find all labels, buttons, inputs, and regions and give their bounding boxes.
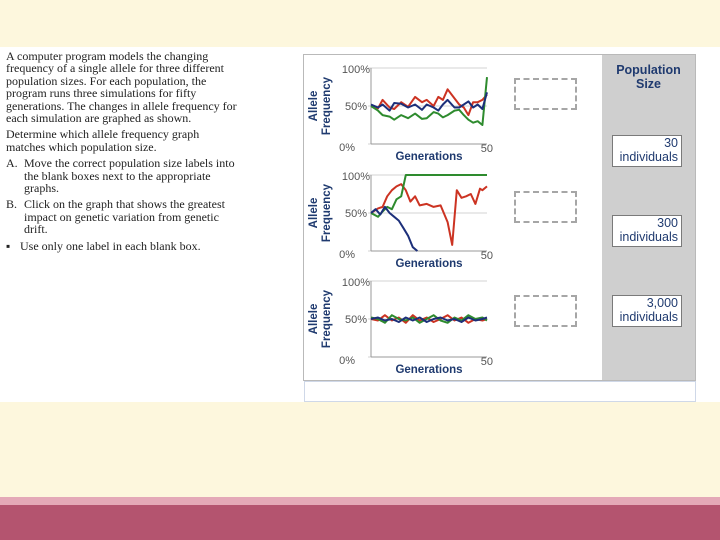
- label-30-individuals[interactable]: [612, 135, 682, 167]
- graph-3-tick-0: 0%: [339, 355, 355, 367]
- population-title-line1: Population: [616, 63, 681, 77]
- graph-2[interactable]: [368, 175, 487, 251]
- graph-1-tick-50-gen: 50: [480, 143, 493, 155]
- footer-band: [0, 505, 720, 540]
- step-a-text: Move the correct population size labels into the blank boxes next to the appropriate graphs.: [24, 156, 235, 196]
- graph-area: [304, 55, 514, 380]
- label-3000-line1: 3,000: [646, 296, 678, 310]
- graph-2-x-title: Generations: [395, 258, 463, 270]
- graph-2-tick-50: 50%: [344, 208, 367, 220]
- graph-1-y-title-line2: Frequency: [321, 76, 333, 136]
- intro-text: A computer program models the changing frequency of a single allele for three different population sizes. For each population, the program runs three simulations for fifty generations. The changes in allele frequency for each simulation are graphed as shown.: [6, 49, 237, 126]
- population-title-line2: Size: [635, 77, 661, 91]
- footer-accent: [0, 497, 720, 505]
- label-3000-individuals[interactable]: [612, 295, 682, 327]
- step-a: [6, 157, 238, 194]
- graph-1-y-title-line1: Allele: [308, 90, 320, 122]
- graph-1-tick-100: 100%: [341, 64, 370, 76]
- graph-2-y-title-line2: Frequency: [321, 183, 333, 243]
- allele-frequency-graphs: [304, 55, 514, 380]
- step-b-marker: B.: [6, 197, 18, 212]
- graph-1-tick-50: 50%: [344, 101, 367, 113]
- graph-1[interactable]: [368, 68, 487, 144]
- drop-box-graph-1[interactable]: [514, 78, 577, 110]
- graph-3-tick-100: 100%: [341, 277, 370, 289]
- population-size-column: [602, 55, 695, 380]
- label-300-line1: 300: [657, 216, 678, 230]
- graph-1-x-title: Generations: [395, 151, 463, 163]
- top-band: [0, 0, 720, 47]
- graph-3-tick-50-gen: 50: [480, 356, 493, 368]
- interaction-panel: [303, 54, 696, 381]
- question-text: Determine which allele frequency graph matches which population size.: [6, 127, 200, 154]
- graph-2-tick-0: 0%: [339, 249, 355, 261]
- step-b-text: Click on the graph that shows the greatest impact on genetic variation from genetic drift.: [24, 197, 225, 237]
- graph-3-tick-50: 50%: [344, 314, 367, 326]
- drop-box-graph-2[interactable]: [514, 191, 577, 223]
- label-300-individuals[interactable]: [612, 215, 682, 247]
- label-30-line1: 30: [664, 136, 678, 150]
- graph-2-tick-100: 100%: [341, 171, 370, 183]
- question-content: [0, 47, 720, 402]
- graph-3-y-title-line1: Allele: [308, 303, 320, 335]
- step-b: [6, 198, 238, 235]
- instructions: [6, 50, 238, 252]
- graph-3-y-title-line2: Frequency: [321, 289, 333, 349]
- bullet-marker: ▪: [6, 238, 11, 253]
- response-strip: [304, 381, 696, 402]
- label-3000-line2: individuals: [619, 310, 678, 324]
- population-size-title: [602, 63, 695, 91]
- step-a-marker: A.: [6, 156, 18, 171]
- label-300-line2: individuals: [619, 230, 678, 244]
- graph-2-tick-50-gen: 50: [480, 250, 493, 262]
- graph-1-tick-0: 0%: [339, 142, 355, 154]
- graph-2-y-title-line1: Allele: [308, 197, 320, 229]
- drop-box-graph-3[interactable]: [514, 295, 577, 327]
- bullet-text: Use only one label in each blank box.: [20, 238, 201, 253]
- graph-3[interactable]: [368, 281, 487, 357]
- graph-3-x-title: Generations: [395, 364, 463, 376]
- label-30-line2: individuals: [619, 150, 678, 164]
- rule-bullet: [6, 240, 238, 252]
- drop-target-column: [514, 55, 602, 380]
